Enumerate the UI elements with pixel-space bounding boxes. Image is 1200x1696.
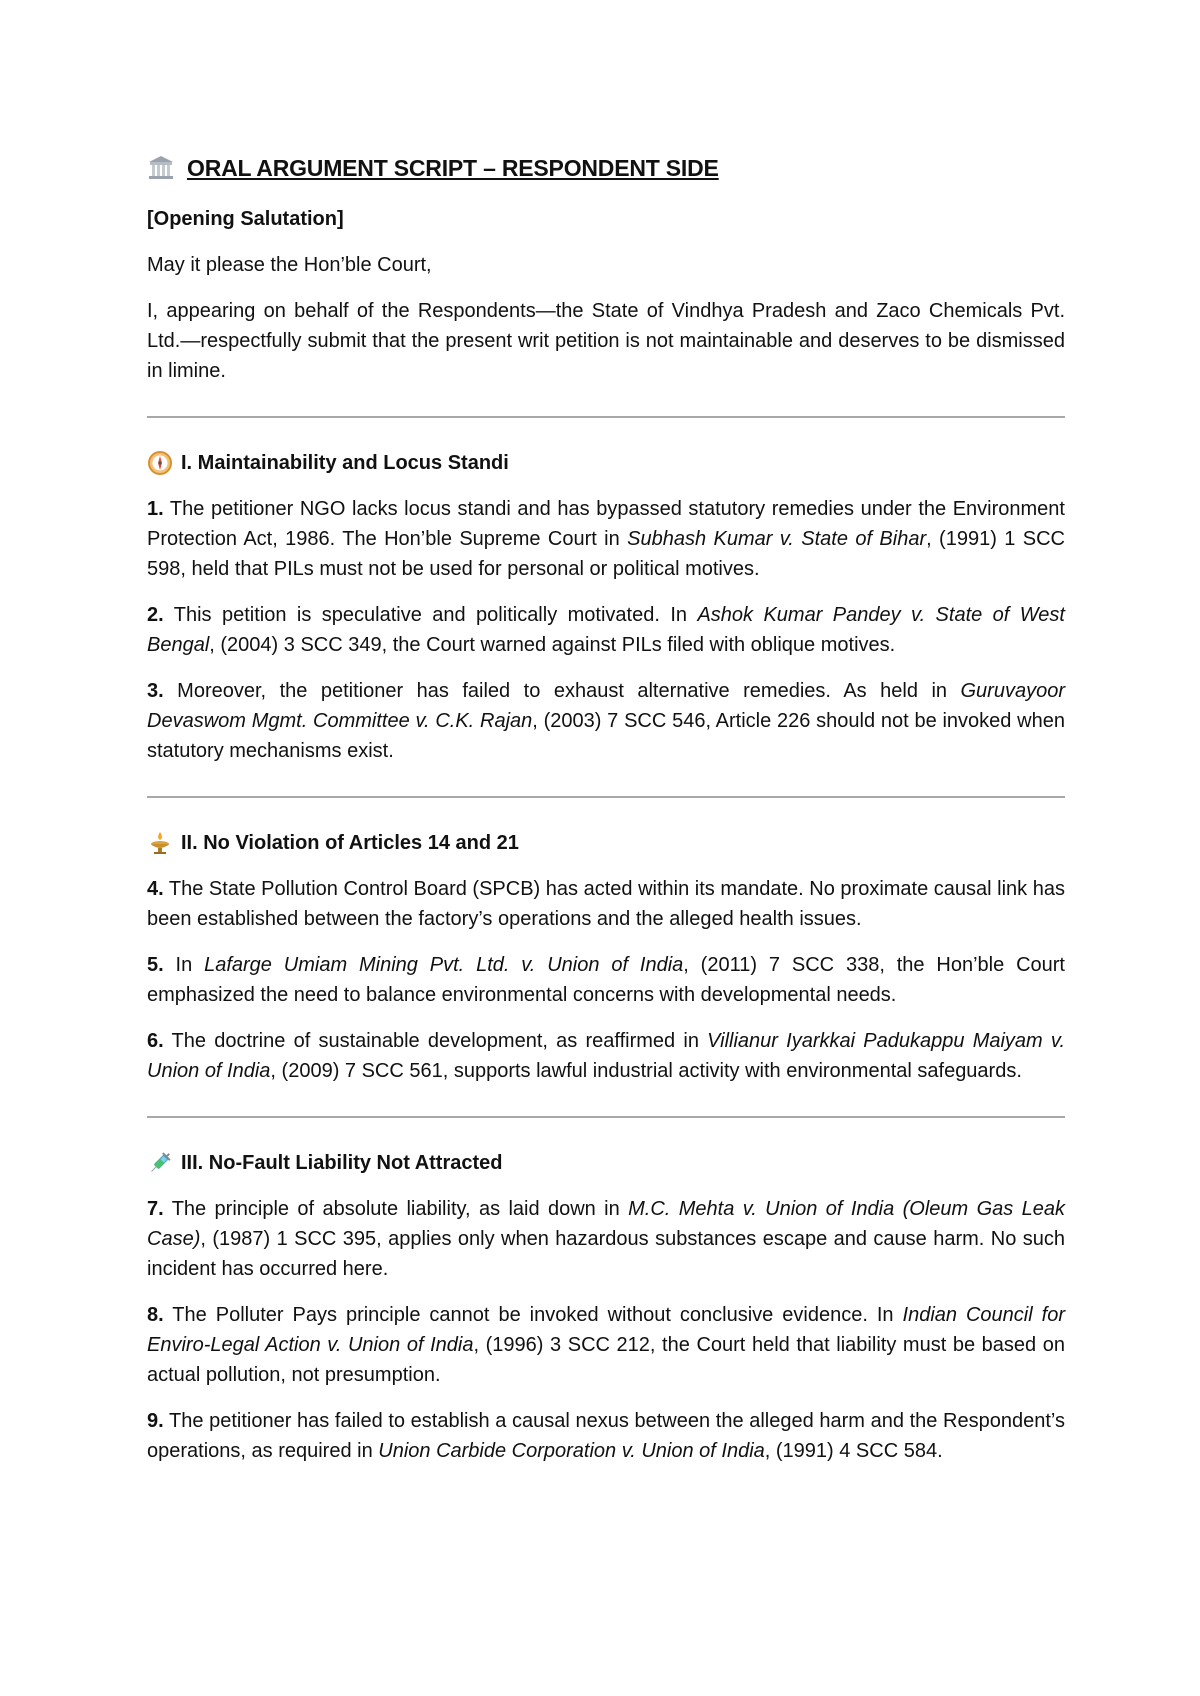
argument-point [147, 676, 1065, 766]
case-citation: M.C. Mehta v. Union of India (Oleum Gas Leak Case) [147, 1198, 1066, 1250]
point-text-tail: , (1996) 3 SCC 212, the Court held that liability must be based on actual pollution, not presumption. [147, 1334, 1066, 1386]
point-number: 2. [147, 604, 164, 626]
point-text: In [163, 954, 205, 976]
case-citation: Union Carbide Corporation v. Union of India [378, 1440, 765, 1462]
opening-salutation: [Opening Salutation] [147, 208, 344, 230]
section-heading [147, 1148, 1065, 1178]
point-number: 1. [147, 498, 164, 520]
section-heading-text: II. No Violation of Articles 14 and 21 [181, 832, 519, 854]
oil-lamp-icon [147, 830, 173, 856]
section-articles-14-21 [147, 828, 1065, 1086]
point-text: The petitioner has failed to establish a causal nexus between the alleged harm and the Respondent’s operations, as required in [147, 1410, 1065, 1462]
case-citation: Villianur Iyarkkai Padukappu Maiyam v. Union of India [147, 1030, 1065, 1082]
point-text-tail: , (2004) 3 SCC 349, the Court warned against PILs filed with oblique motives. [209, 634, 896, 656]
syringe-icon [147, 1150, 173, 1176]
point-text-tail: , (1991) 1 SCC 598, held that PILs must not be used for personal or political motives. [147, 528, 1066, 580]
argument-point [147, 950, 1065, 1010]
point-text: The doctrine of sustainable development, as reaffirmed in [163, 1030, 708, 1052]
classical-building-icon [147, 154, 175, 182]
point-number: 8. [147, 1304, 164, 1326]
section-divider [147, 796, 1065, 798]
argument-point [147, 1300, 1065, 1390]
point-number: 6. [147, 1030, 164, 1052]
argument-point [147, 1406, 1065, 1466]
point-number: 9. [147, 1410, 164, 1432]
argument-point [147, 1194, 1065, 1284]
section-no-fault-liability [147, 1148, 1065, 1466]
opening-address: May it please the Hon’ble Court, [147, 254, 432, 276]
case-citation: Indian Council for Enviro-Legal Action v. Union of India [147, 1304, 1065, 1356]
point-number: 7. [147, 1198, 164, 1220]
section-maintainability [147, 448, 1065, 766]
section-divider [147, 416, 1065, 418]
point-number: 4. [147, 878, 164, 900]
argument-point [147, 494, 1065, 584]
title-row [147, 150, 1065, 186]
section-divider [147, 1116, 1065, 1118]
section-heading-text: I. Maintainability and Locus Standi [181, 452, 509, 474]
argument-point [147, 874, 1065, 934]
point-text: The petitioner NGO lacks locus standi and has bypassed statutory remedies under the Environment Protection Act, 1986. The Hon’ble Supreme Court in [147, 498, 1065, 550]
point-number: 3. [147, 680, 164, 702]
compass-icon [147, 450, 173, 476]
document-body [147, 150, 1065, 1466]
argument-point [147, 600, 1065, 660]
case-citation: Lafarge Umiam Mining Pvt. Ltd. v. Union of India [204, 954, 684, 976]
section-heading [147, 828, 1065, 858]
point-text-tail: , (2009) 7 SCC 561, supports lawful industrial activity with environmental safeguards. [270, 1060, 1022, 1082]
opening-submission: I, appearing on behalf of the Respondents—the State of Vindhya Pradesh and Zaco Chemicals Pvt. Ltd.—respectfully submit that the present writ petition is not maintainable and deserves to be dismissed in limine. [147, 300, 1065, 382]
point-text-tail: , (2011) 7 SCC 338, the Hon’ble Court emphasized the need to balance environmental concerns with developmental needs. [147, 954, 1065, 1006]
page-title: ORAL ARGUMENT SCRIPT – RESPONDENT SIDE [187, 154, 719, 181]
point-text: The principle of absolute liability, as laid down in [163, 1198, 629, 1220]
point-text: The State Pollution Control Board (SPCB) has acted within its mandate. No proximate causal link has been established between the factory’s operations and the alleged health issues. [147, 878, 1065, 930]
case-citation: Ashok Kumar Pandey v. State of West Bengal [147, 604, 1065, 656]
point-number: 5. [147, 954, 164, 976]
section-heading [147, 448, 1065, 478]
point-text-tail: , (1987) 1 SCC 395, applies only when hazardous substances escape and cause harm. No such incident has occurred here. [147, 1228, 1065, 1280]
point-text-tail: , (1991) 4 SCC 584. [764, 1440, 943, 1462]
argument-point [147, 1026, 1065, 1086]
point-text: This petition is speculative and politically motivated. In [163, 604, 698, 626]
point-text: Moreover, the petitioner has failed to exhaust alternative remedies. As held in [163, 680, 961, 702]
point-text-tail: , (2003) 7 SCC 546, Article 226 should not be invoked when statutory mechanisms exist. [147, 710, 1065, 762]
section-heading-text: III. No-Fault Liability Not Attracted [181, 1152, 503, 1174]
case-citation: Subhash Kumar v. State of Bihar [627, 528, 927, 550]
case-citation: Guruvayoor Devaswom Mgmt. Committee v. C.K. Rajan [147, 680, 1065, 732]
point-text: The Polluter Pays principle cannot be invoked without conclusive evidence. In [163, 1304, 903, 1326]
